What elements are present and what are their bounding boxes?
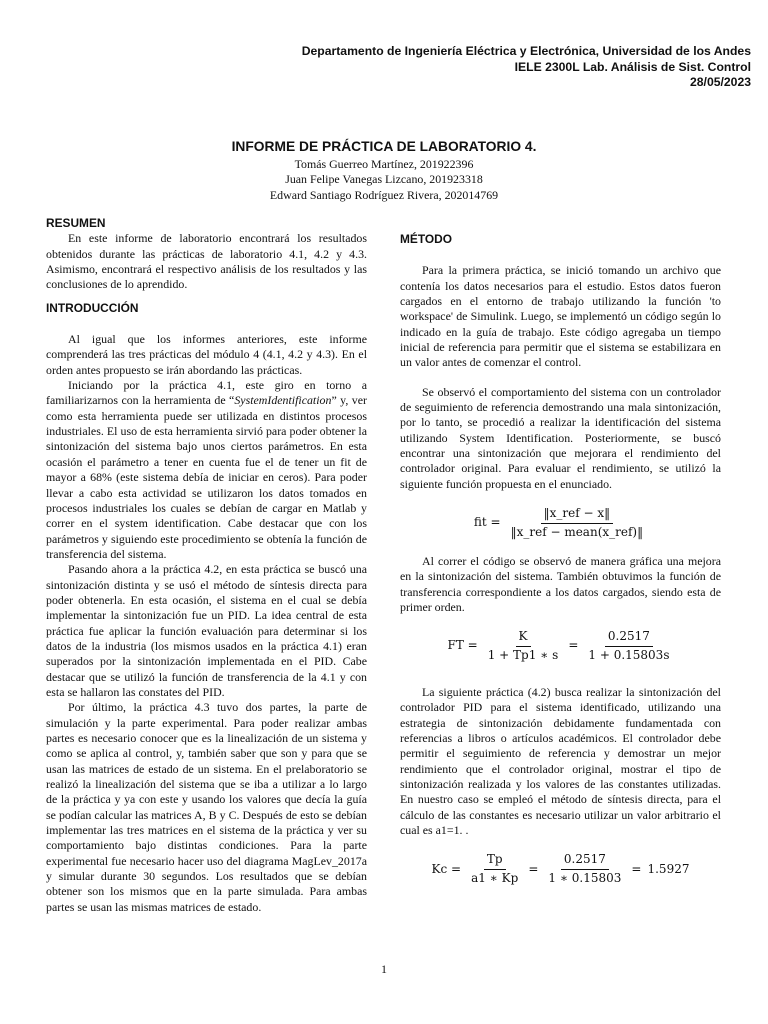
- ft-symbolic-fraction-denominator: 1 + Tp1 ∗ s: [487, 647, 559, 662]
- kc-numeric-fraction-denominator: 1 ∗ 0.15803: [548, 870, 622, 885]
- kc-symbolic-fraction-denominator: a1 ∗ Kp: [471, 870, 519, 885]
- ft-numeric-fraction: [585, 629, 672, 663]
- left-column: [46, 216, 367, 915]
- system-identification-term: SystemIdentification: [234, 393, 332, 408]
- ft-numeric-fraction-denominator: 1 + 0.15803s: [588, 647, 670, 662]
- introduccion-heading: INTRODUCCIÓN: [46, 300, 139, 315]
- ft-lhs: FT =: [447, 638, 478, 653]
- author-2: Juan Felipe Vanegas Lizcano, 201923318: [285, 172, 483, 187]
- metodo-paragraph-4: La siguiente práctica (4.2) busca realizar la sintonización del controlador PID para el sistema identificado, utilizando una estrategia de sintonización debidamente fundamentada con referencias a libros o artículos académicos. El controlador debe permitir el seguimiento de referencia y demostrar un mejor rendimiento que el controlador original, mostrar el tipo de sintonización realizada y los valores de las constantes utilizadas. En nuestro caso se empleó el método de síntesis directa, para el cálculo de las constantes es necesario utilizar un valor arbitrario el cual es a1=1. .: [400, 684, 721, 837]
- kc-symbolic-fraction: [468, 852, 521, 886]
- transfer-function-equation: [400, 629, 721, 663]
- ft-symbolic-fraction: [485, 629, 562, 663]
- header-date: 28/05/2023: [690, 75, 751, 89]
- author-1: Tomás Guerreo Martínez, 201922396: [294, 157, 474, 171]
- resumen-heading: RESUMEN: [46, 216, 106, 230]
- kc-numeric-fraction-numerator: 0.2517: [561, 852, 609, 869]
- kc-lhs: Kc =: [431, 861, 462, 876]
- intro-paragraph-4: Por último, la práctica 4.3 tuvo dos partes, la parte de simulación y la parte experimental. Para poder realizar ambas partes es necesario conocer que es la linealización de un sistema y como se aplica al control, y, también saber que son y para que se usan las matrices de estado de un sistema. En el prelaboratorio se realizó la linealización del sistema que se iba a utilizar a lo largo de la práctica y ya con este y usando los valores que decía la guía se podían calcular las matrices A, B y C. Después de esto se debían implementar las tres matrices en el sistema de la práctica y ver su comportamiento bajo distintas condiciones. Para la parte experimental fue necesario hacer uso del diagrama MagLev_2017a y simular durante 30 segundos. Los resultados que se debían obtener son los mismos que en la parte simulada. Para ambas partes se usan las mismas matrices de estado.: [46, 700, 367, 914]
- ft-symbolic-fraction-numerator: K: [516, 629, 531, 646]
- kc-equals-2: =: [631, 861, 642, 876]
- page-number: 1: [381, 962, 387, 976]
- kc-numeric-fraction: [545, 852, 624, 886]
- kc-symbolic-fraction-numerator: Tp: [484, 852, 506, 869]
- fit-lhs: fit =: [473, 515, 501, 530]
- intro-paragraph-1: Al igual que los informes anteriores, este informe comprenderá las tres prácticas del módulo 4 (4.1, 4.2 y 4.3). En el orden antes propuesto se irán abordando las prácticas.: [46, 332, 367, 377]
- intro-paragraph-2: Iniciando por la práctica 4.1, este giro en torno a familiarizarnos con la herramienta de “SystemIdentification” y, ver como esta herramienta puede ser utilizada en distintos procesos industriales. El uso de esta herramienta sirvió para poder obtener la sintonización del sistema bajo unos ciertos parámetros. En esta ocasión el parámetro a tener en cuenta fue el de tener un fit de mayor a 68% (este sistema debía de iniciar en ceros). Para poder llevar a cabo esta actividad se utilizaron los datos tomados en procesos industriales los cuales se debían de cargar en Matlab y correr en el system identification. Cabe destacar que con los parámetros y siguiendo este procedimiento se obtenía la función de transferencia del sistema.: [46, 378, 367, 561]
- header-department: Departamento de Ingeniería Eléctrica y Electrónica, Universidad de los Andes: [301, 44, 751, 58]
- page-header: [302, 44, 751, 91]
- header-course: IELE 2300L Lab. Análisis de Sist. Control: [514, 59, 751, 74]
- fit-fraction: [508, 506, 647, 540]
- fit-fraction-denominator: ‖x_ref − mean(x_ref)‖: [510, 524, 644, 539]
- metodo-paragraph-2: Se observó el comportamiento del sistema con un controlador de seguimiento de referencia demostrando una mala sintonización, por lo tanto, se procedió a realizar la identificación del sistema utilizando System Identification. Posteriormente, se buscó encontrar una sintonización que mejorara el rendimiento del controlador original. Para evaluar el rendimiento, se utilizó la siguiente función propuesta en el enunciado.: [400, 384, 721, 491]
- metodo-heading: MÉTODO: [400, 232, 452, 246]
- metodo-paragraph-3: Al correr el código se observó de manera gráfica una mejora en la sintonización del sistema. También obtuvimos la función de transferencia correspondiente a los datos cargados, siendo esta de primer orden.: [400, 553, 721, 614]
- kc-equation: [400, 852, 721, 886]
- ft-numeric-fraction-numerator: 0.2517: [605, 629, 653, 646]
- kc-result: 1.5927: [647, 861, 690, 876]
- right-column-content: [400, 216, 721, 900]
- intro-paragraph-3: Pasando ahora a la práctica 4.2, en esta práctica se buscó una sintonización distinta y se usó el método de síntesis directa para poder obtenerla. En esta ocasión, el sistema en el cual se debía implementar la sintonización fue un PID. La idea central de esta práctica fue aplicar la función evaluación para determinar si los datos de la industria (los mismos usados en la práctica 4.1) eran superados por la sintonización implementada en el PID. Cabe destacar que se utilizó la función de transferencia de la 4.1 y con esta se hallaron las constates del PID.: [46, 562, 367, 699]
- author-3: Edward Santiago Rodríguez Rivera, 202014769: [269, 187, 499, 202]
- metodo-paragraph-1: Para la primera práctica, se inició tomando un archivo que contenía los datos necesarios para el estudio. Estos datos fueron cargados en el entorno de trabajo utilizando la función 'to workspace' de Simulink. Luego, se implementó un código según lo indicado en la guía de trabajo. Este código agregaba un tiempo inicial de referencia para permitir que el sistema se estabilizara en un valor antes de comenzar el control.: [400, 263, 721, 370]
- document-title: INFORME DE PRÁCTICA DE LABORATORIO 4.: [231, 139, 537, 154]
- resumen-text: En este informe de laboratorio encontrará los resultados obtenidos durante las prácticas de laboratorio 4.1, 4.2 y 4.3. Asimismo, encontrará el respectivo análisis de los resultados y las conclusiones de lo aprendido.: [46, 231, 367, 292]
- kc-equals-1: =: [528, 861, 539, 876]
- fit-equation: [400, 506, 721, 540]
- fit-fraction-numerator: ‖x_ref − x‖: [541, 506, 614, 523]
- ft-equals: =: [568, 638, 579, 653]
- author-list: [0, 157, 768, 203]
